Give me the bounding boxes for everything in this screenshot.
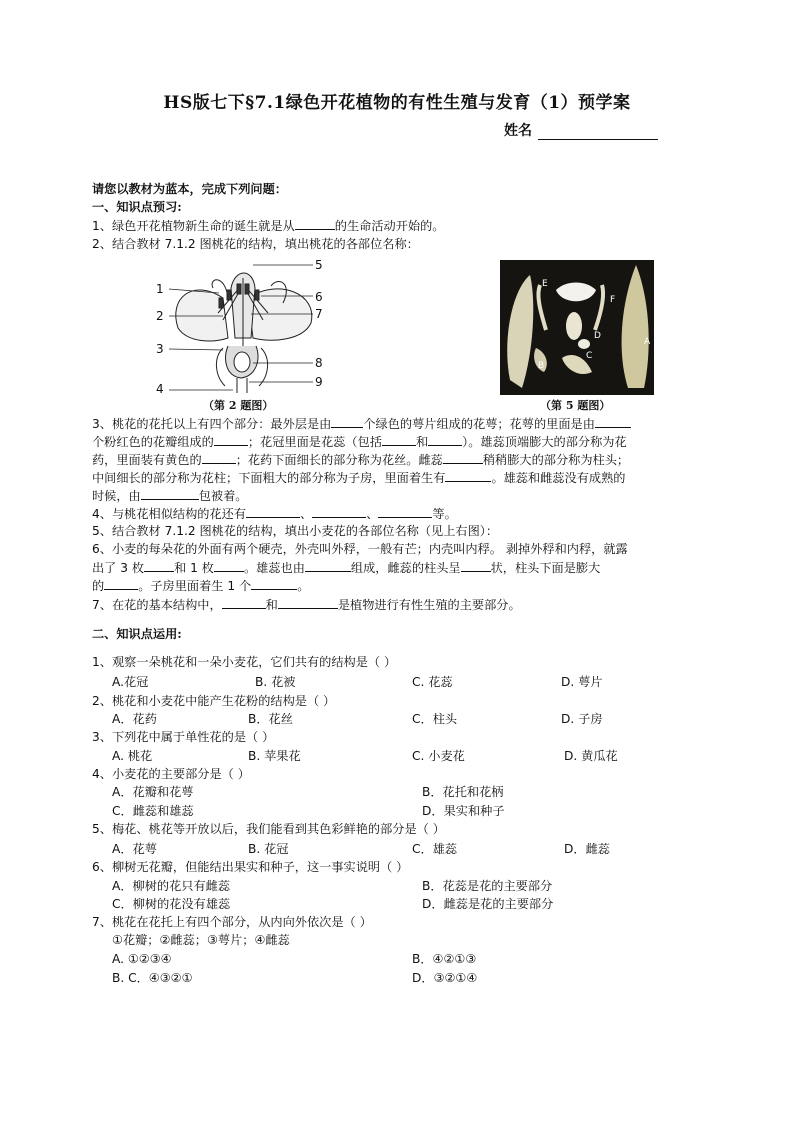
wheat-flower-photo [500, 260, 654, 395]
mcq-7-option-d[interactable]: D．③②①④ [412, 971, 478, 985]
answer-blank[interactable] [461, 559, 491, 572]
mcq-6-option-c[interactable]: C．柳树的花没有雄蕊 [112, 897, 231, 911]
mcq-5-stem: 5、梅花、桃花等开放以后，我们能看到其色彩鲜艳的部分是（ ） [92, 822, 445, 836]
question-6-line-1: 6、小麦的每朵花的外面有两个硬壳，外壳叫外稃，一般有芒；内壳叫内稃。 剥掉外稃和内稃，就露 [92, 542, 628, 556]
answer-blank[interactable] [141, 487, 199, 500]
question-4: 4、与桃花相似结构的花还有 、 、 等。 [92, 507, 457, 521]
name-blank[interactable] [538, 125, 658, 140]
mcq-2-option-d[interactable]: D. 子房 [561, 712, 603, 726]
mcq-3-stem: 3、下列花中属于单性花的是（ ） [92, 730, 275, 744]
answer-blank[interactable] [378, 505, 432, 518]
answer-blank[interactable] [305, 559, 351, 572]
fig1-label-8: 8 [315, 356, 323, 370]
answer-blank[interactable] [104, 577, 138, 590]
question-1: 1、绿色开花植物新生命的诞生就是从 的生命活动开始的。 [92, 219, 445, 233]
mcq-7-sub: ①花瓣；②雌蕊；③萼片；④雌蕊 [112, 933, 290, 947]
mcq-7-option-b[interactable]: B．④②①③ [412, 952, 477, 966]
question-3-line-4: 中间细长的部分称为花柱；下面粗大的部分称为子房，里面着生有 。雄蕊和雌蕊没有成熟的 [92, 471, 626, 485]
question-3-line-5: 时候，由 包被着。 [92, 489, 248, 503]
section1-heading: 一、知识点预习: [92, 200, 182, 214]
fig1-label-9: 9 [315, 375, 323, 389]
fig2-caption: （第 5 题图） [540, 399, 611, 412]
mcq-4-stem: 4、小麦花的主要部分是（ ） [92, 767, 250, 781]
answer-blank[interactable] [595, 415, 631, 428]
answer-blank[interactable] [251, 577, 297, 590]
name-field[interactable] [504, 120, 658, 140]
question-5: 5、结合教材 7.1.2 图桃花的结构，填出小麦花的各部位名称（见上右图）： [92, 524, 499, 538]
fig1-label-1: 1 [156, 282, 164, 296]
answer-blank[interactable] [443, 451, 483, 464]
fig2-label-E: E [542, 279, 548, 289]
answer-blank[interactable] [246, 505, 300, 518]
mcq-3-option-b[interactable]: B. 苹果花 [248, 749, 301, 763]
fig2-label-D: D [594, 331, 601, 341]
answer-blank[interactable] [144, 559, 174, 572]
mcq-5-option-d[interactable]: D．雌蕊 [564, 842, 610, 856]
question-6-line-2: 出了 3 枚 和 1 枚 。雄蕊也由 组成，雌蕊的柱头呈 状，柱头下面是膨大 [92, 561, 601, 575]
question-3-line-2: 个粉红色的花瓣组成的 ；花冠里面是花蕊（包括 和 ）。雄蕊顶端膨大的部分称为花 [92, 435, 627, 449]
mcq-6-option-b[interactable]: B．花蕊是花的主要部分 [422, 879, 553, 893]
mcq-6-option-d[interactable]: D．雌蕊是花的主要部分 [422, 897, 554, 911]
answer-blank[interactable] [202, 451, 236, 464]
peach-flower-diagram [153, 258, 333, 393]
mcq-7-option-a[interactable]: A. ①②③④ [112, 952, 172, 966]
question-3-line-1: 3、桃花的花托以上有四个部分：最外层是由 个绿色的萼片组成的花萼；花萼的里面是由 [92, 415, 631, 432]
answer-blank[interactable] [278, 596, 338, 609]
section2-heading: 二、知识点运用: [92, 627, 182, 641]
fig2-label-F: F [610, 295, 616, 305]
question-6-line-3: 的 。子房里面着生 1 个 。 [92, 579, 310, 593]
mcq-4-option-c[interactable]: C．雌蕊和雄蕊 [112, 804, 194, 818]
fig1-label-3: 3 [156, 342, 164, 356]
mcq-6-stem: 6、柳树无花瓣，但能结出果实和种子，这一事实说明（ ） [92, 860, 409, 874]
fig1-label-4: 4 [156, 382, 164, 393]
answer-blank[interactable] [445, 469, 491, 482]
answer-blank[interactable] [214, 433, 248, 446]
mcq-5-option-a[interactable]: A．花萼 [112, 842, 157, 856]
mcq-3-option-d[interactable]: D. 黄瓜花 [564, 749, 618, 763]
page-title: HS版七下§7.1绿色开花植物的有性生殖与发育（1）预学案 [163, 93, 631, 113]
mcq-3-option-a[interactable]: A. 桃花 [112, 749, 153, 763]
question-2: 2、结合教材 7.1.2 图桃花的结构，填出桃花的各部位名称： [92, 237, 419, 251]
mcq-2-option-b[interactable]: B．花丝 [248, 712, 293, 726]
mcq-7-stem: 7、桃花在花托上有四个部分，从内向外依次是（ ） [92, 915, 372, 929]
answer-blank[interactable] [312, 505, 366, 518]
mcq-5-option-c[interactable]: C．雄蕊 [412, 842, 458, 856]
mcq-1-option-b[interactable]: B. 花被 [255, 675, 296, 689]
fig1-label-7: 7 [315, 307, 323, 321]
mcq-7-option-c[interactable]: B. C．④③②① [112, 971, 193, 985]
fig2-label-B: B [538, 361, 545, 371]
mcq-1-option-c[interactable]: C. 花蕊 [412, 675, 453, 689]
fig1-caption: （第 2 题图） [203, 399, 274, 412]
fig2-label-A: A [644, 337, 651, 347]
mcq-4-option-b[interactable]: B．花托和花柄 [422, 785, 504, 799]
answer-blank[interactable] [214, 559, 244, 572]
mcq-4-option-a[interactable]: A．花瓣和花萼 [112, 785, 194, 799]
answer-blank[interactable] [428, 433, 462, 446]
question-3-line-3: 药，里面装有黄色的 ；花药下面细长的部分称为花丝。雌蕊 稍稍膨大的部分称为柱头； [92, 453, 630, 467]
mcq-1-option-a[interactable]: A.花冠 [112, 675, 149, 689]
mcq-3-option-c[interactable]: C. 小麦花 [412, 749, 465, 763]
question-7: 7、在花的基本结构中， 和 是植物进行有性生殖的主要部分。 [92, 598, 521, 612]
fig2-label-C: C [586, 351, 593, 361]
mcq-1-option-d[interactable]: D. 萼片 [561, 675, 603, 689]
fig1-label-6: 6 [315, 290, 323, 304]
mcq-4-option-d[interactable]: D．果实和种子 [422, 804, 505, 818]
name-label: 姓名 [504, 123, 532, 139]
mcq-2-option-c[interactable]: C．柱头 [412, 712, 458, 726]
answer-blank[interactable] [222, 596, 266, 609]
answer-blank[interactable] [382, 433, 416, 446]
mcq-2-option-a[interactable]: A．花药 [112, 712, 157, 726]
mcq-2-stem: 2、桃花和小麦花中能产生花粉的结构是（ ） [92, 694, 336, 708]
fig1-label-2: 2 [156, 309, 164, 323]
answer-blank[interactable] [331, 415, 363, 428]
mcq-6-option-a[interactable]: A．柳树的花只有雌蕊 [112, 879, 231, 893]
instruction: 请您以教材为蓝本，完成下列问题： [92, 182, 287, 196]
fig1-label-5: 5 [315, 258, 323, 272]
answer-blank[interactable] [295, 217, 335, 230]
mcq-1-stem: 1、观察一朵桃花和一朵小麦花，它们共有的结构是（ ） [92, 655, 397, 669]
mcq-5-option-b[interactable]: B. 花冠 [248, 842, 289, 856]
